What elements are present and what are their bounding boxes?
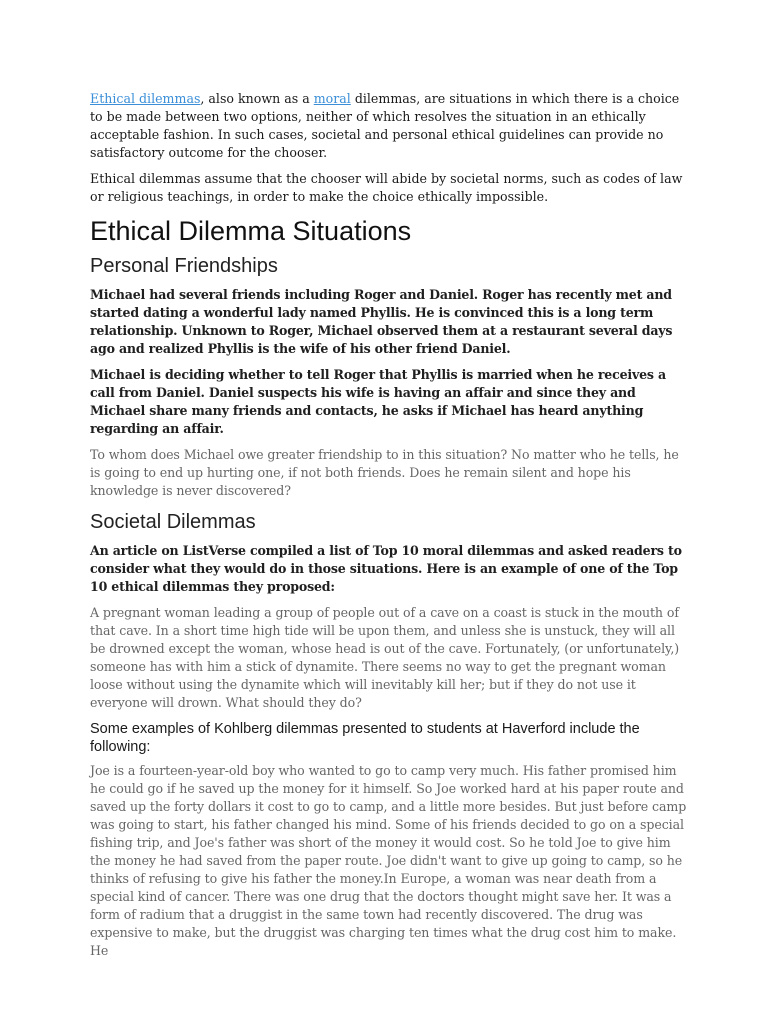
heading-kohlberg: Some examples of Kohlberg dilemmas presented to students at Haverford include the following: [90, 721, 640, 755]
intro-text-1: , also known as a [200, 91, 314, 106]
societal-paragraph-1: An article on ListVerse compiled a list of Top 10 moral dilemmas and asked readers to consider what they would do in those situations. Here is an example of one of the Top 10 ethical dilemmas they proposed: [90, 543, 682, 594]
ethical-dilemmas-link[interactable]: Ethical dilemmas [90, 91, 201, 106]
friendships-paragraph-3: To whom does Michael owe greater friendship to in this situation? No matter who he tells, he is going to end up hurting one, if not both friends. Does he remain silent and hope his knowledge is never discovered? [90, 447, 679, 498]
moral-link[interactable]: moral [313, 91, 351, 106]
friendships-paragraph-2: Michael is deciding whether to tell Roger that Phyllis is married when he receives a call from Daniel. Daniel suspects his wife is having an affair and since they and Michael share many friends and contacts, he asks if Michael has heard anything regarding an affair. [90, 367, 666, 436]
friendships-paragraph-1: Michael had several friends including Roger and Daniel. Roger has recently met and started dating a wonderful lady named Phyllis. He is convinced this is a long term relationship. Unknown to Roger, Michael observed them at a restaurant several days ago and realized Phyllis is the wife of his other friend Daniel. [90, 287, 673, 356]
heading-societal-dilemmas: Societal Dilemmas [90, 511, 256, 533]
kohlberg-paragraph-1: Joe is a fourteen-year-old boy who wanted to go to camp very much. His father promised him he could go if he saved up the money for it himself. So Joe worked hard at his paper route and saved up the forty dollars it cost to go to camp, and a little more besides. But just before camp was going to start, his father changed his mind. Some of his friends decided to go on a special fishing trip, and Joe's father was short of the money it would cost. So he told Joe to give him the money he had saved from the paper route. Joe didn't want to give up going to camp, so he thinks of refusing to give his father the money.In Europe, a woman was near death from a special kind of cancer. There was one drug that the doctors thought might save her. It was a form of radium that a druggist in the same town had recently discovered. The drug was expensive to make, but the druggist was charging ten times what the drug cost him to make. He [90, 763, 687, 958]
heading-personal-friendships: Personal Friendships [90, 255, 278, 277]
intro-paragraph-2: Ethical dilemmas assume that the chooser will abide by societal norms, such as codes of law or religious teachings, in order to make the choice ethically impossible. [90, 171, 683, 204]
section-heading-situations: Ethical Dilemma Situations [90, 216, 412, 246]
intro-paragraph [90, 90, 688, 162]
societal-paragraph-2: A pregnant woman leading a group of people out of a cave on a coast is stuck in the mouth of that cave. In a short time high tide will be upon them, and unless she is unstuck, they will all be drowned except the woman, whose head is out of the cave. Fortunately, (or unfortunately,) someone has with him a stick of dynamite. There seems no way to get the pregnant woman loose without using the dynamite which will inevitably kill her; but if they do not use it everyone will drown. What should they do? [90, 605, 680, 710]
intro-text-2: dilemmas, are situations in which there is a choice to be made between two options, neither of which resolves the situation in an ethically acceptable fashion. In such cases, societal and personal ethical guidelines can provide no satisfactory outcome for the chooser. [90, 91, 680, 160]
